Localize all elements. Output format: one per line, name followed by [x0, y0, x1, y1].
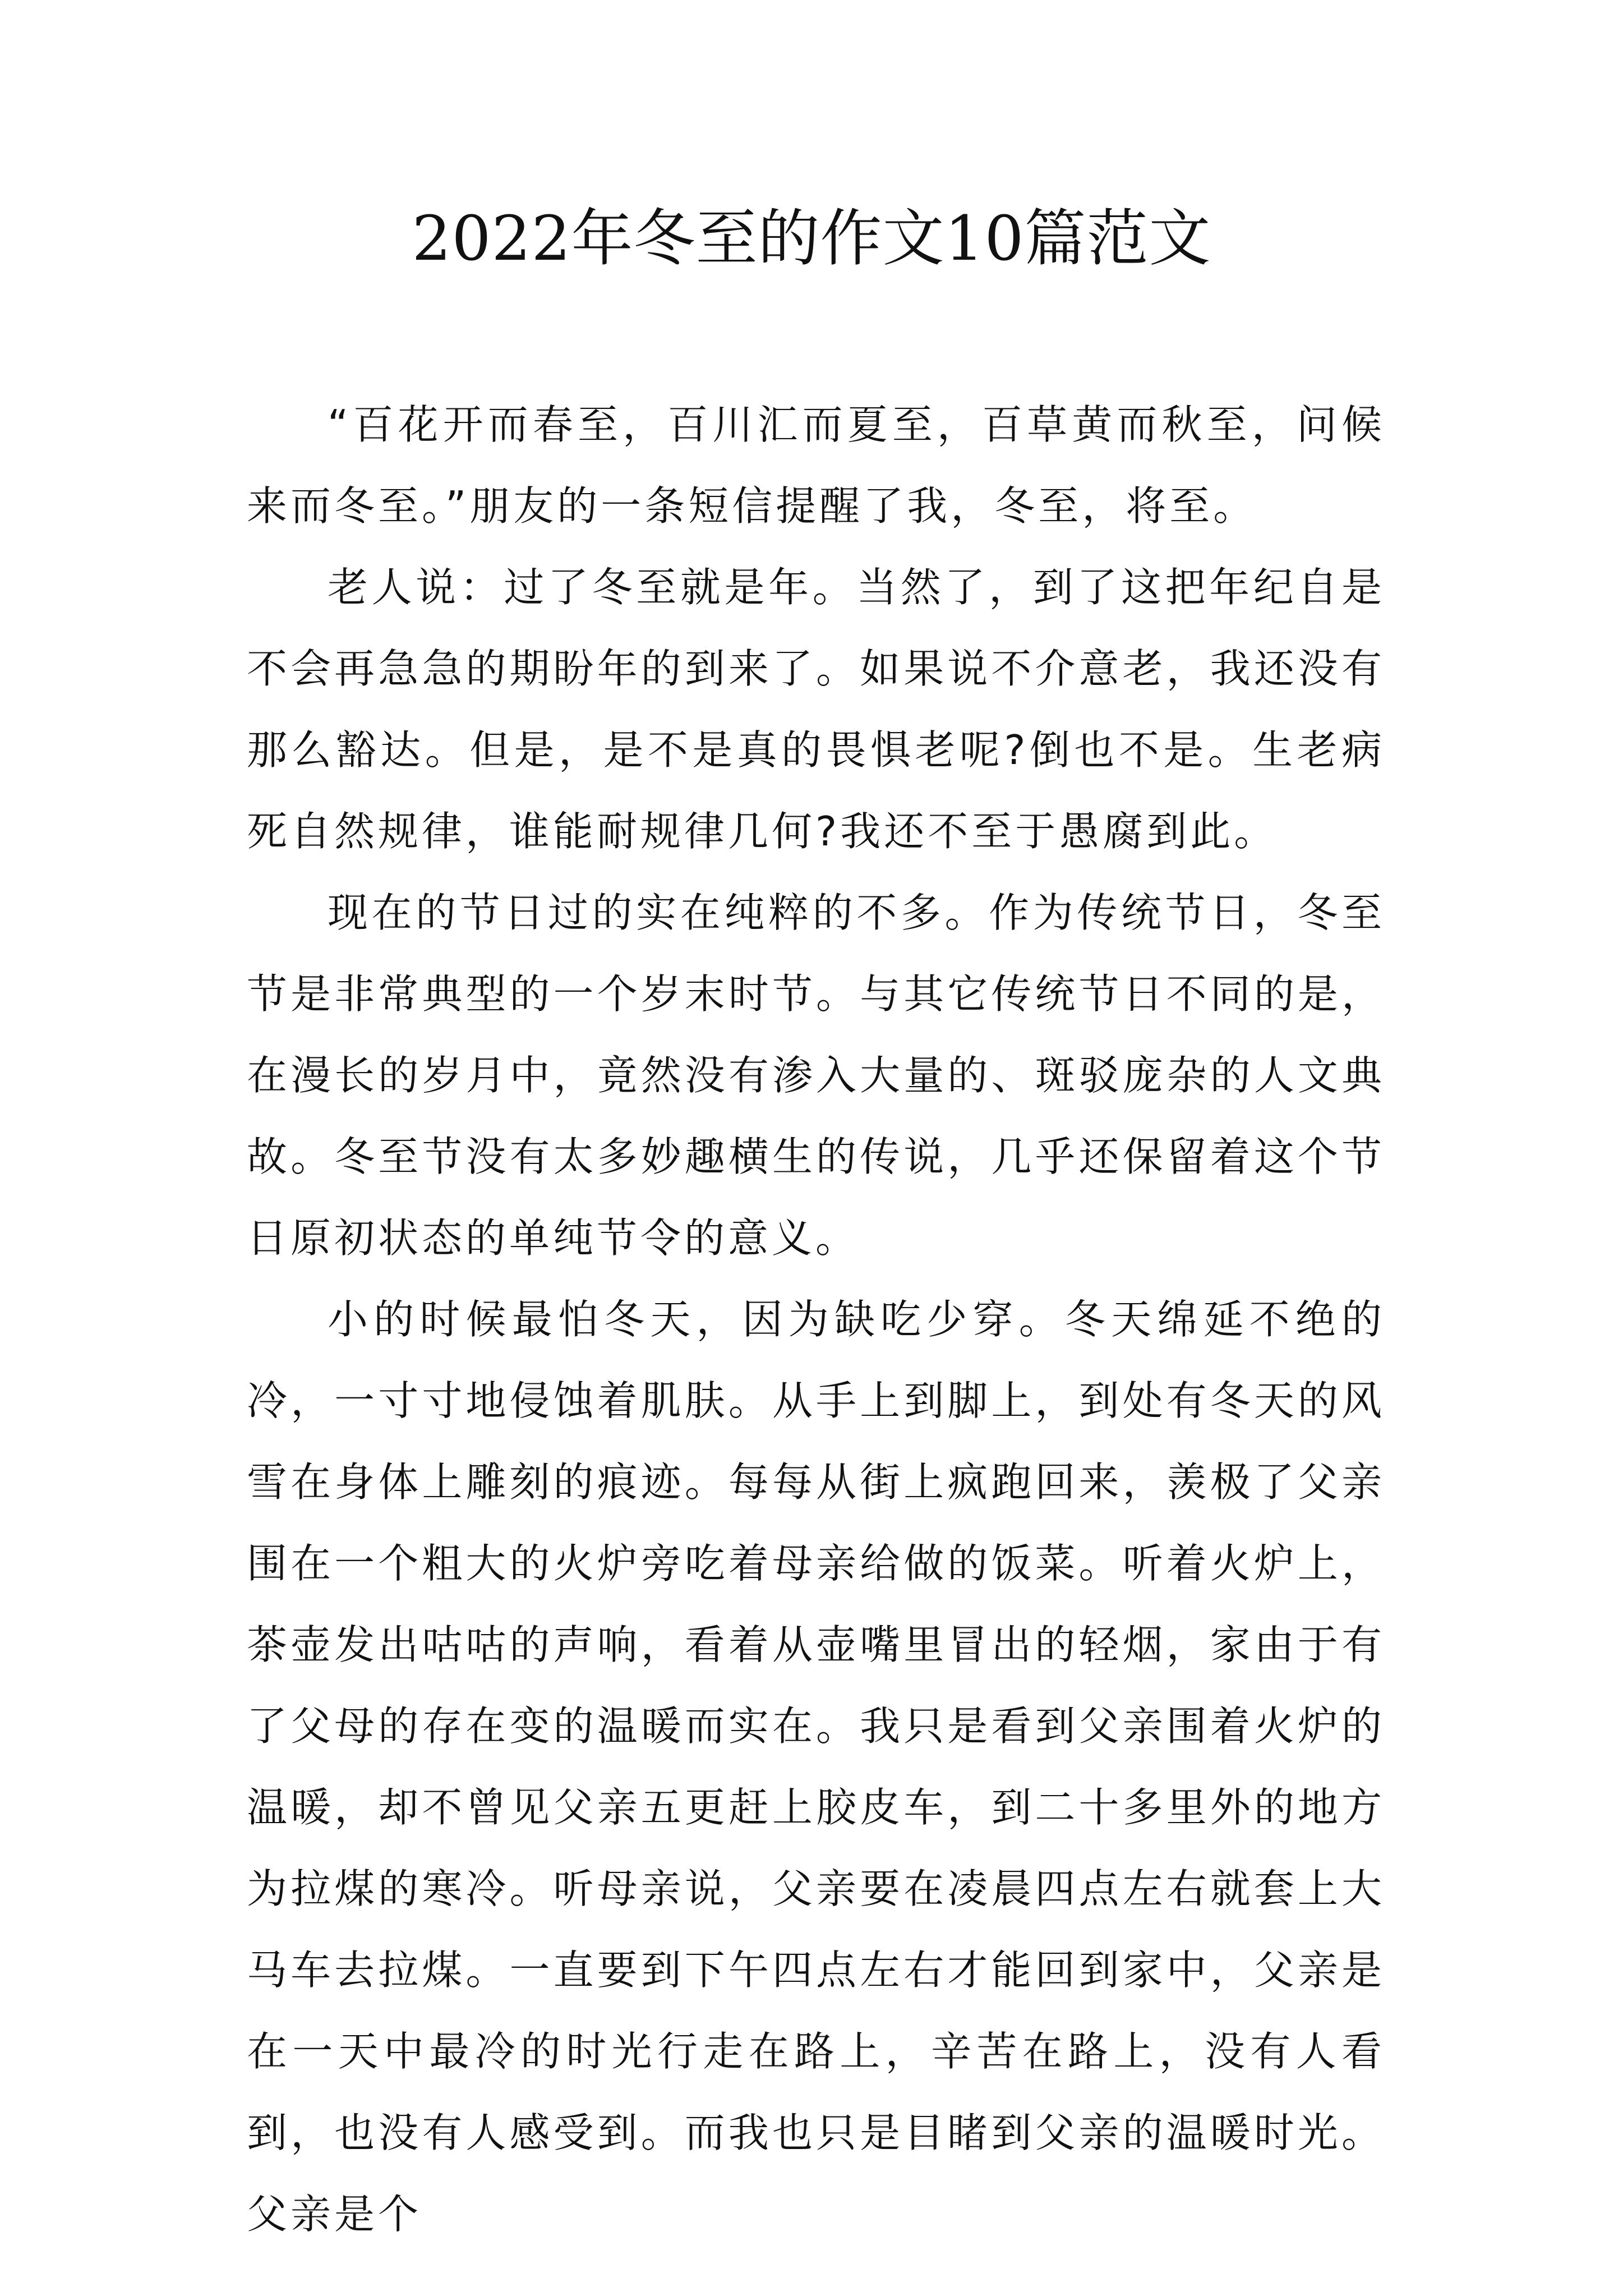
paragraph-3: 现在的节日过的实在纯粹的不多。作为传统节日，冬至节是非常典型的一个岁末时节。与其它传统节日不同的是，在漫长的岁月中，竟然没有渗入大量的、斑驳庞杂的人文典故。冬至节没有太多妙趣横生的传说，几乎还保留着这个节日原初状态的单纯节令的意义。	[247, 889, 1385, 1262]
paragraph-2: 老人说：过了冬至就是年。当然了，到了这把年纪自是不会再急急的期盼年的到来了。如果说不介意老，我还没有那么豁达。但是，是不是真的畏惧老呢?倒也不是。生老病死自然规律，谁能耐规律几何?我还不至于愚腐到此。	[247, 564, 1385, 855]
document-body	[247, 384, 1385, 2255]
paragraph-1: “百花开而春至，百川汇而夏至，百草黄而秋至，问候来而冬至。”朋友的一条短信提醒了我，冬至，将至。	[247, 401, 1385, 530]
paragraph-4: 小的时候最怕冬天，因为缺吃少穿。冬天绵延不绝的冷，一寸寸地侵蚀着肌肤。从手上到脚上，到处有冬天的风雪在身体上雕刻的痕迹。每每从街上疯跑回来，羡极了父亲围在一个粗大的火炉旁吃着母亲给做的饭菜。听着火炉上，茶壶发出咕咕的声响，看着从壶嘴里冒出的轻烟，家由于有了父母的存在变的温暖而实在。我只是看到父亲围着火炉的温暖，却不曾见父亲五更赶上胶皮车，到二十多里外的地方为拉煤的寒冷。听母亲说，父亲要在凌晨四点左右就套上大马车去拉煤。一直要到下午四点左右才能回到家中，父亲是在一天中最冷的时光行走在路上，辛苦在路上，没有人看到，也没有人感受到。而我也只是目睹到父亲的温暖时光。父亲是个	[247, 1296, 1385, 2238]
document-title: 2022年冬至的作文10篇范文	[412, 203, 1211, 274]
